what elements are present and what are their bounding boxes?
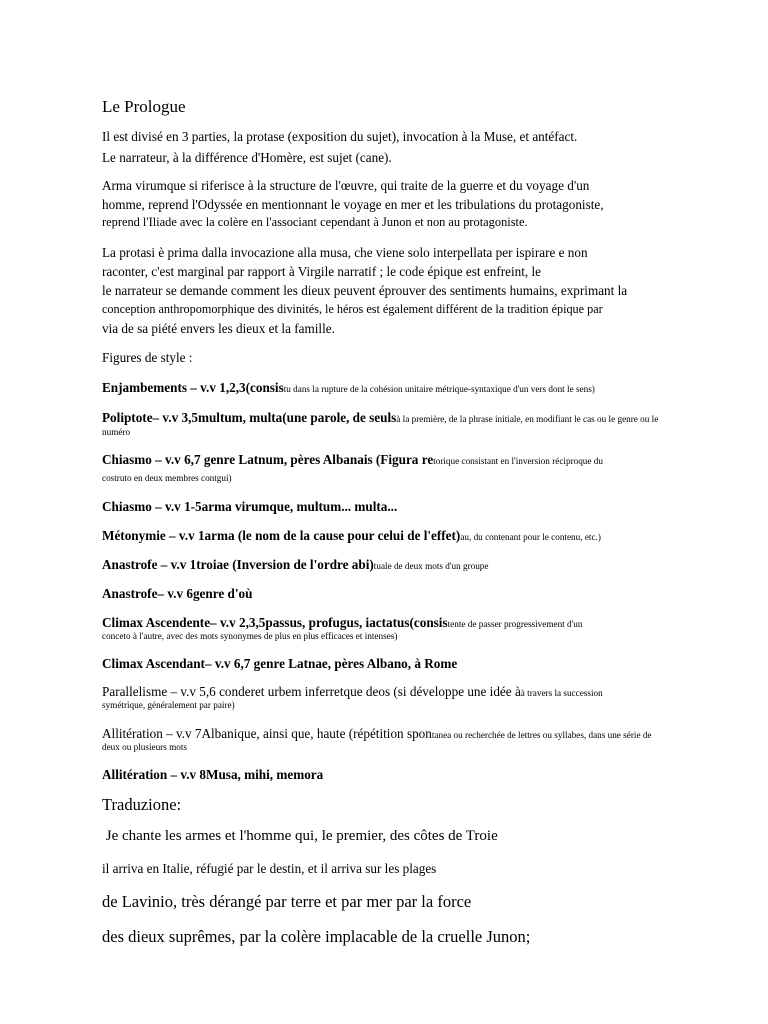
figure-title: Climax Ascendente– v.v 2,3,5passus, profugus, iactatus(consis: [102, 615, 448, 630]
figure-item: [102, 500, 397, 513]
translation-line: de Lavinio, très dérangé par terre et par mer par la force: [102, 892, 472, 911]
figure-item: [102, 657, 457, 670]
figure-note: au, du contenant pour le contenu, etc.): [460, 532, 601, 542]
figure-title: Chiasmo – v.v 1-5arma virumque, multum... multa...: [102, 499, 398, 514]
figure-note: tu dans la rupture de la cohésion unitaire métrique-syntaxique d'un vers dont le sens): [283, 384, 595, 394]
figure-note: torique consistant en l'inversion réciproque du: [433, 456, 603, 466]
figure-item: [102, 529, 601, 542]
paragraph-line: via de sa piété envers les dieux et la famille.: [102, 321, 335, 336]
paragraph-line: La protasi è prima dalla invocazione alla musa, che viene solo interpellata per ispirare e non: [102, 245, 588, 260]
figure-title: Climax Ascendant– v.v 6,7 genre Latnae, pères Albano, à Rome: [102, 656, 458, 671]
figure-title: Poliptote– v.v 3,5multum, multa(une parole, de seuls: [102, 410, 397, 425]
figure-note-continuation: symétrique, généralement par paire): [102, 700, 235, 710]
figures-heading: Figures de style :: [102, 350, 193, 365]
figure-item: [102, 685, 603, 698]
paragraph-line: Arma virumque si riferisce à la structure de l'œuvre, qui traite de la guerre et du voyage d'un: [102, 178, 590, 193]
figure-item: [102, 768, 323, 781]
intro-line: Le narrateur, à la différence d'Homère, est sujet (cane).: [102, 150, 392, 165]
figure-note: tanea ou recherchée de lettres ou syllabes, dans une série de: [431, 730, 652, 740]
figure-item: [102, 616, 582, 629]
translation-line: Je chante les armes et l'homme qui, le premier, des côtes de Troie: [102, 828, 498, 844]
translation-line: il arriva en Italie, réfugié par le destin, et il arriva sur les plages: [102, 861, 437, 876]
figure-title: Enjambements – v.v 1,2,3(consis: [102, 380, 284, 395]
figure-note-continuation: deux ou plusieurs mots: [102, 742, 187, 752]
translation-line: des dieux suprêmes, par la colère implacable de la cruelle Junon;: [102, 927, 531, 946]
page-title: Le Prologue: [102, 97, 186, 116]
figure-note-continuation: numéro: [102, 427, 131, 437]
paragraph-line: homme, reprend l'Odyssée en mentionnant le voyage en mer et les tribulations du protagoniste,: [102, 197, 604, 212]
figure-title: Allitération – v.v 7Albanique, ainsi que, haute (répétition spon: [102, 726, 432, 741]
paragraph-line: le narrateur se demande comment les dieux peuvent éprouver des sentiments humains, exprimant la: [102, 283, 628, 298]
figure-item: [102, 453, 603, 466]
intro-line: Il est divisé en 3 parties, la protase (exposition du sujet), invocation à la Muse, et antéfact.: [102, 129, 578, 144]
paragraph-line: conception anthropomorphique des divinités, le héros est également différent de la tradition épique par: [102, 302, 603, 316]
figure-title: Parallelisme – v.v 5,6 conderet urbem inferretque deos (si développe une idée à: [102, 684, 521, 699]
figure-title: Anastrofe – v.v 1troiae (Inversion de l'ordre abi): [102, 557, 374, 572]
figure-note-continuation: conceto à l'autre, avec des mots synonymes de plus en plus efficaces et intenses): [102, 631, 398, 641]
paragraph-line: raconter, c'est marginal par rapport à Virgile narratif ; le code épique est enfreint, le: [102, 264, 541, 279]
figure-item: [102, 587, 252, 600]
figure-note-continuation: costruto en deux membres contgui): [102, 473, 232, 483]
figure-note: à la première, de la phrase initiale, en modifiant le cas ou le genre ou le: [396, 414, 659, 424]
figure-item: [102, 381, 595, 394]
figure-item: [102, 558, 488, 571]
figure-title: Anastrofe– v.v 6genre d'où: [102, 586, 253, 601]
figure-title: Chiasmo – v.v 6,7 genre Latnum, pères Albanais (Figura re: [102, 452, 434, 467]
figure-item: [102, 411, 658, 424]
figure-title: Métonymie – v.v 1arma (le nom de la cause pour celui de l'effet): [102, 528, 461, 543]
figure-note: tuale de deux mots d'un groupe: [373, 561, 489, 571]
paragraph-line: reprend l'Iliade avec la colère en l'associant cependant à Junon et non au protagoniste.: [102, 215, 528, 229]
figure-note: à travers la succession: [520, 688, 603, 698]
figure-item: [102, 727, 652, 740]
figure-title: Allitération – v.v 8Musa, mihi, memora: [102, 767, 324, 782]
figure-note: tente de passer progressivement d'un: [447, 619, 583, 629]
traduzione-heading: Traduzione:: [102, 795, 182, 814]
